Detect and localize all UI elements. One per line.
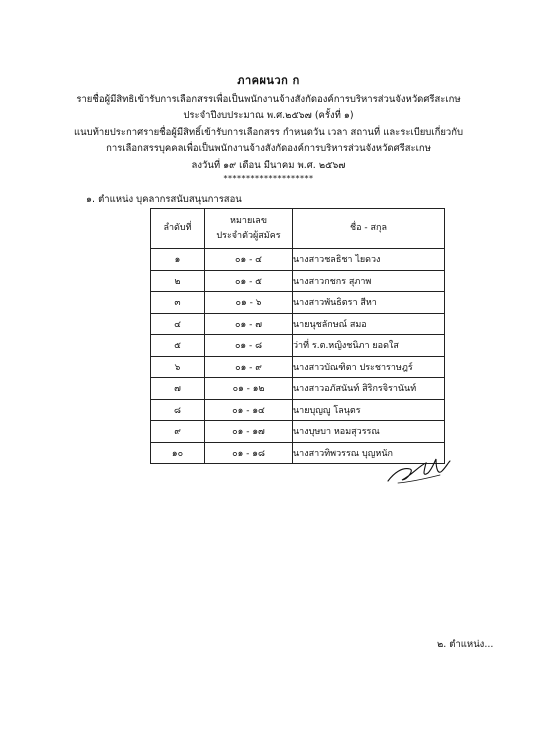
- header-line-2: ประจำปีงบประมาณ พ.ศ.๒๕๖๗ (ครั้งที่ ๑): [183, 110, 354, 121]
- candidate-table: [150, 208, 445, 464]
- table-header-row: [151, 209, 445, 249]
- row-number: ๑๐: [151, 442, 205, 464]
- handwritten-signature: [384, 453, 454, 487]
- header-date-line: ลงวันที่ ๑๙ เดือน มีนาคม พ.ศ. ๒๕๖๗: [191, 160, 346, 171]
- row-number: ๖: [151, 356, 205, 378]
- header-candidate-number: [205, 209, 293, 249]
- table-row: [151, 249, 445, 271]
- candidate-id: ๐๑ - ๑๒: [205, 378, 293, 400]
- header-number-line1: หมายเลข: [230, 215, 267, 226]
- candidate-name: นางบุษบา หอมสุวรรณ: [293, 421, 445, 443]
- header-number-line2: ประจำตัวผู้สมัคร: [216, 230, 281, 241]
- header-line-1: รายชื่อผู้มีสิทธิเข้ารับการเลือกสรรเพื่อเป็นพนักงานจ้างสังกัดองค์การบริหารส่วนจังหวัดศรีสะเกษ: [76, 94, 461, 105]
- row-number: ๓: [151, 292, 205, 314]
- row-number: ๕: [151, 335, 205, 357]
- header-name: ชื่อ - สกุล: [293, 209, 445, 249]
- candidate-name: นางสาวชลธิชา ไยดวง: [293, 249, 445, 271]
- section-heading: ๑. ตำแหน่ง บุคลากรสนับสนุนการสอน: [86, 194, 242, 205]
- candidate-name: นางสาวกชกร สุภาพ: [293, 270, 445, 292]
- candidate-id: ๐๑ - ๑๘: [205, 442, 293, 464]
- star-divider: ********************: [223, 174, 314, 183]
- candidate-id: ๐๑ - ๙: [205, 356, 293, 378]
- candidate-id: ๐๑ - ๖: [205, 292, 293, 314]
- table-row: [151, 270, 445, 292]
- candidate-name: นางสาวพันธิตรา สีหา: [293, 292, 445, 314]
- candidate-name: นางสาวอภัสนันท์ สิริกรจิรานันท์: [293, 378, 445, 400]
- row-number: ๘: [151, 399, 205, 421]
- continued-next-page: ๒. ตำแหน่ง...: [437, 639, 494, 650]
- table-row: [151, 399, 445, 421]
- table-row: [151, 356, 445, 378]
- row-number: ๗: [151, 378, 205, 400]
- candidate-name: นางสาวทิพวรรณ บุญหนัก: [293, 442, 445, 464]
- candidate-name: นายบุญญู โลนุตร: [293, 399, 445, 421]
- candidate-name: ว่าที่ ร.ต.หญิงชนิภา ยอดใส: [293, 335, 445, 357]
- candidate-id: ๐๑ - ๑๗: [205, 421, 293, 443]
- candidate-id: ๐๑ - ๕: [205, 270, 293, 292]
- row-number: ๔: [151, 313, 205, 335]
- table-row: [151, 378, 445, 400]
- signature-stroke: [388, 459, 450, 481]
- candidate-id: ๐๑ - ๑๔: [205, 399, 293, 421]
- row-number: ๑: [151, 249, 205, 271]
- candidate-name: นางสาวบัณฑิตา ประชาราษฎร์: [293, 356, 445, 378]
- candidate-name: นายนุชลักษณ์ สมอ: [293, 313, 445, 335]
- candidate-id: ๐๑ - ๗: [205, 313, 293, 335]
- candidate-id: ๐๑ - ๔: [205, 249, 293, 271]
- row-number: ๒: [151, 270, 205, 292]
- table-row: [151, 313, 445, 335]
- page-title: ภาคผนวก ก: [237, 74, 300, 87]
- candidate-id: ๐๑ - ๘: [205, 335, 293, 357]
- header-order: ลำดับที่: [151, 209, 205, 249]
- table-row: [151, 421, 445, 443]
- row-number: ๙: [151, 421, 205, 443]
- table-row: [151, 292, 445, 314]
- header-line-4: การเลือกสรรบุคคลเพื่อเป็นพนักงานจ้างสังกัดองค์การบริหารส่วนจังหวัดศรีสะเกษ: [106, 143, 431, 154]
- table-row: [151, 335, 445, 357]
- header-line-3: แนบท้ายประกาศรายชื่อผู้มีสิทธิ์เข้ารับการเลือกสรร กำหนดวัน เวลา สถานที่ และระเบียบเกี่ยวกับ: [73, 127, 464, 138]
